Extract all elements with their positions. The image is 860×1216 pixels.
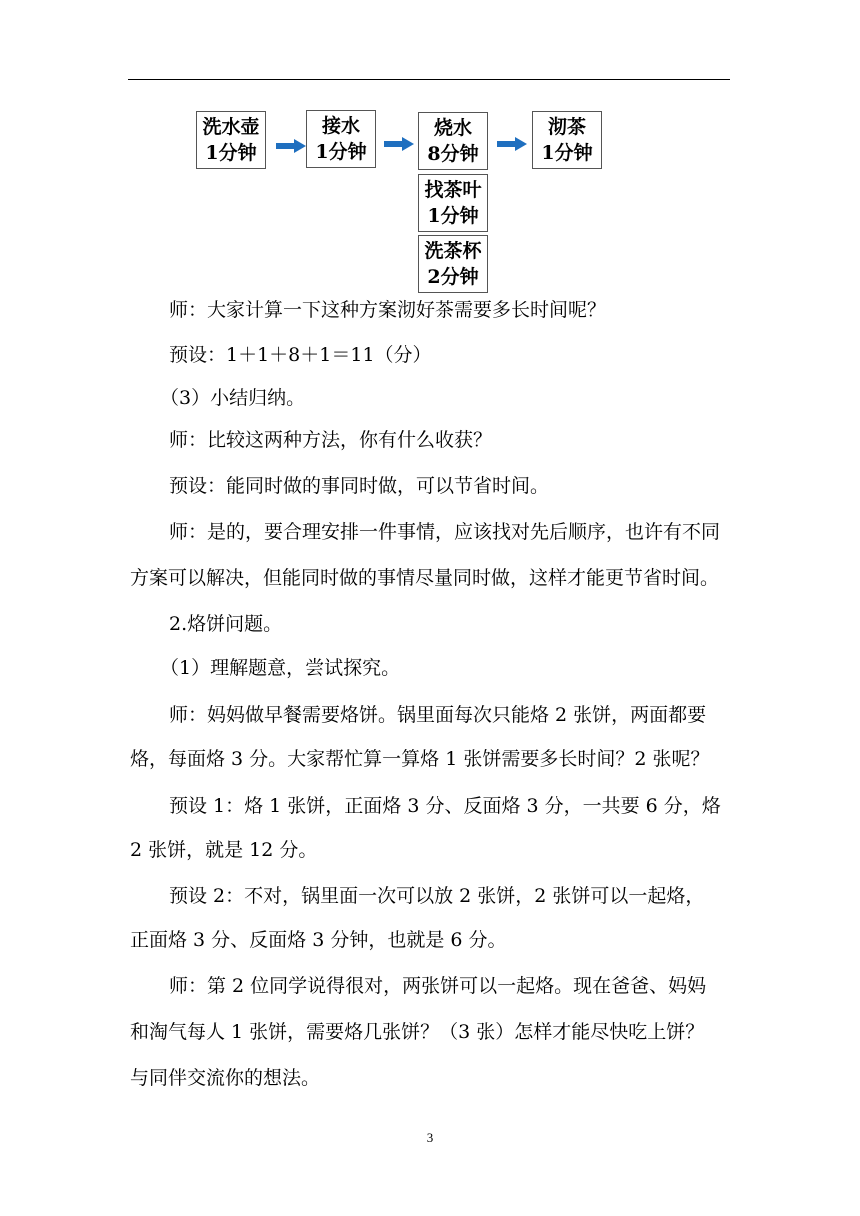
paragraph-line: 方案可以解决，但能同时做的事情尽量同时做，这样才能更节省时间。 (130, 567, 720, 589)
paragraph-line: 与同伴交流你的想法。 (130, 1067, 321, 1089)
paragraph-line: 师：比较这两种方法，你有什么收获？ (169, 429, 493, 451)
header-rule (128, 79, 730, 80)
paragraph-line: 预设：1＋1＋8＋1＝11（分） (169, 344, 432, 366)
paragraph-line: 师：是的，要合理安排一件事情，应该找对先后顺序，也许有不同 (169, 521, 721, 543)
page-number: 3 (426, 1130, 434, 1145)
paragraph-line: 预设 1：烙 1 张饼，正面烙 3 分、反面烙 3 分，一共要 6 分，烙 (169, 795, 721, 817)
paragraph-line: 预设 2：不对，锅里面一次可以放 2 张饼，2 张饼可以一起烙， (169, 885, 705, 907)
section-heading: 2.烙饼问题。 (169, 613, 283, 635)
flow-step-make-tea: 沏茶 1分钟 (532, 111, 602, 169)
flow-step-find-tea-leaves: 找茶叶 1分钟 (418, 174, 488, 232)
paragraph-line: 烙，每面烙 3 分。大家帮忙算一算烙 1 张饼需要多长时间？2 张呢？ (130, 748, 710, 770)
flow-step-boil-water: 烧水 8分钟 (418, 112, 488, 170)
paragraph-line: 预设：能同时做的事同时做，可以节省时间。 (169, 475, 550, 497)
paragraph-line: 师：妈妈做早餐需要烙饼。锅里面每次只能烙 2 张饼，两面都要 (169, 704, 707, 726)
paragraph-line: 师：第 2 位同学说得很对，两张饼可以一起烙。现在爸爸、妈妈 (169, 975, 707, 997)
flow-arrow-icon (276, 139, 306, 153)
flow-arrow-icon (497, 137, 527, 151)
section-heading: （1）理解题意，尝试探究。 (160, 657, 401, 679)
flow-step-fill-water: 接水 1分钟 (306, 110, 376, 168)
flow-step-wash-kettle: 洗水壶 1分钟 (196, 111, 266, 169)
flow-step-wash-cups: 洗茶杯 2分钟 (418, 235, 488, 293)
paragraph-line: 2 张饼，就是 12 分。 (130, 839, 318, 861)
paragraph-line: 和淘气每人 1 张饼，需要烙几张饼？（3 张）怎样才能尽快吃上饼？ (130, 1021, 705, 1043)
paragraph-line: 师：大家计算一下这种方案沏好茶需要多长时间呢？ (169, 299, 607, 321)
section-heading: （3）小结归纳。 (160, 387, 306, 409)
paragraph-line: 正面烙 3 分、反面烙 3 分钟，也就是 6 分。 (130, 929, 507, 951)
flow-arrow-icon (384, 137, 414, 151)
